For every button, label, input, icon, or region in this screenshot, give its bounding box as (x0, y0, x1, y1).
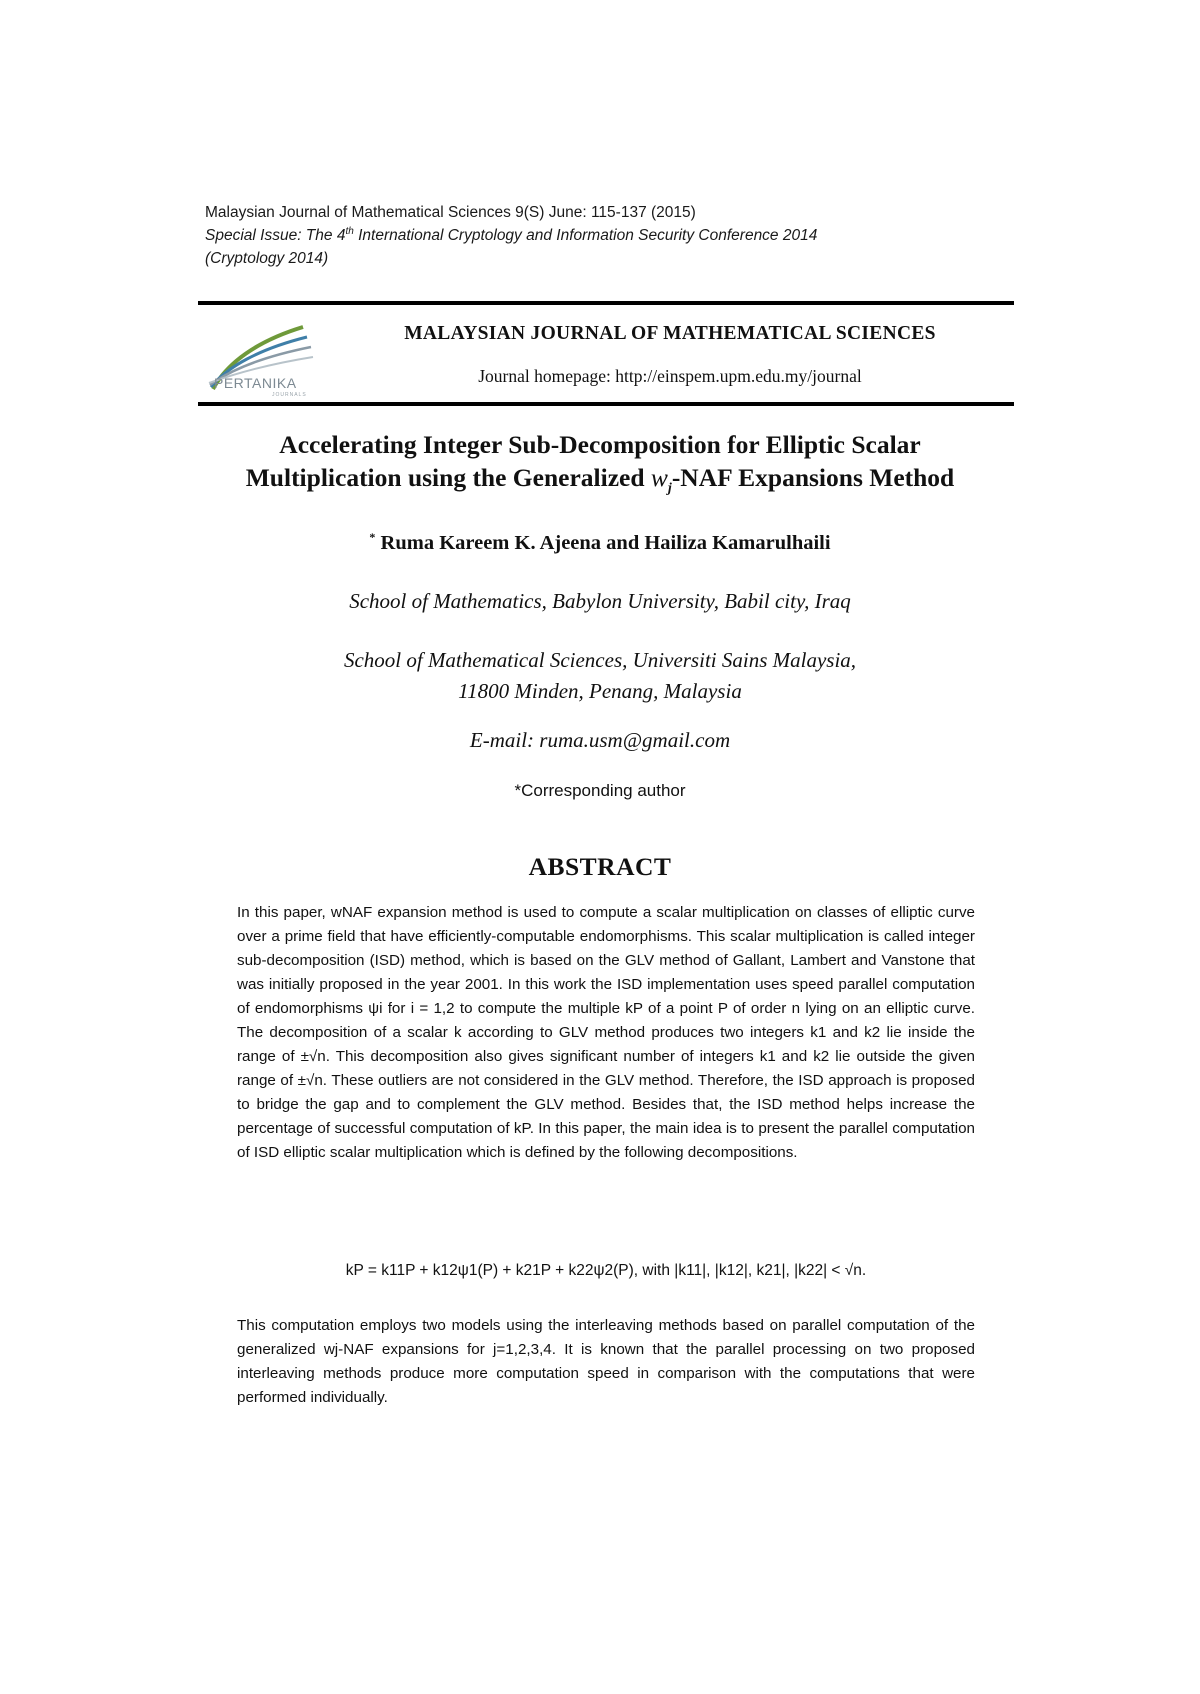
citation-line-cryptology: (Cryptology 2014) (205, 250, 329, 267)
decomposition-equation: kP = k11P + k12ψ1(P) + k21P + k22ψ2(P), with |k11|, |k12|, k21|, |k22| < √n. (345, 1262, 867, 1279)
citation-header (205, 201, 1005, 270)
corresponding-marker: * (369, 530, 376, 544)
journal-homepage: Journal homepage: http://einspem.upm.edu.my/journal (478, 366, 862, 386)
affiliation-2-line-1: School of Mathematical Sciences, Universiti Sains Malaysia, (343, 648, 857, 672)
title-line-2-end: -NAF Expansions Method (671, 463, 955, 492)
abstract-paragraph-1: In this paper, wNAF expansion method is used to compute a scalar multiplication on classes of elliptic curve over a prime field that have efficiently-computable endomorphisms. This scalar multiplication is called integer sub-decomposition (ISD) method, which is based on the GLV method of Gallant, Lambert and Vanstone that was initially proposed in the year 2001. In this work the ISD implementation uses speed parallel computation of endomorphisms ψi for i = 1,2 to compute the multiple kP of a point P of order n lying on an elliptic curve. The decomposition of a scalar k according to GLV method produces two integers k1 and k2 lie inside the range of ±√n. This decomposition also gives significant number of integers k1 and k2 lie outside the given range of ±√n. These outliers are not considered in the GLV method. Therefore, the ISD approach is proposed to bridge the gap and to complement the GLV method. Besides that, the ISD method helps increase the percentage of successful computation of kP. In this paper, the main idea is to present the parallel computation of ISD elliptic scalar multiplication which is defined by the following decompositions. (237, 904, 975, 1161)
title-line-1: Accelerating Integer Sub-Decomposition for Elliptic Scalar (279, 430, 921, 459)
author-email: E-mail: ruma.usm@gmail.com (469, 728, 731, 752)
special-issue-text: Special Issue: The 4 (205, 227, 346, 244)
citation-line-special-issue (205, 224, 1005, 247)
author-names: Ruma Kareem K. Ajeena and Hailiza Kamarulhaili (380, 531, 831, 554)
title-line-2 (100, 461, 1100, 505)
title-variable: w (650, 463, 668, 492)
ordinal-suffix: th (345, 225, 354, 237)
affiliation-2-line-2: 11800 Minden, Penang, Malaysia (458, 679, 742, 703)
affiliation-1: School of Mathematics, Babylon University, Babil city, Iraq (349, 589, 851, 613)
abstract-paragraph-2: This computation employs two models using the interleaving methods based on parallel computation of the generalized wj-NAF expansions for j=1,2,3,4. It is known that the parallel processing on two proposed interleaving methods produce more computation speed in comparison with the computations that were performed individually. (237, 1317, 975, 1406)
journal-name: MALAYSIAN JOURNAL OF MATHEMATICAL SCIENCES (404, 323, 936, 344)
citation-line-journal: Malaysian Journal of Mathematical Sciences 9(S) June: 115-137 (2015) (205, 204, 696, 221)
title-subscript: j (667, 481, 672, 497)
masthead-bottom-rule (198, 402, 1014, 406)
logo-wordmark: PERTANIKA (214, 375, 297, 391)
corresponding-author-note: *Corresponding author (514, 781, 686, 800)
paper-title (100, 428, 1100, 505)
conference-name: International Cryptology and Information Security Conference 2014 (353, 227, 818, 244)
masthead-top-rule (198, 301, 1014, 305)
abstract-heading: ABSTRACT (528, 852, 672, 881)
logo-subtext: JOURNALS (272, 392, 307, 398)
affiliation-2 (100, 645, 1100, 707)
title-line-2-start: Multiplication using the Generalized (245, 463, 651, 492)
author-list (100, 530, 1100, 555)
